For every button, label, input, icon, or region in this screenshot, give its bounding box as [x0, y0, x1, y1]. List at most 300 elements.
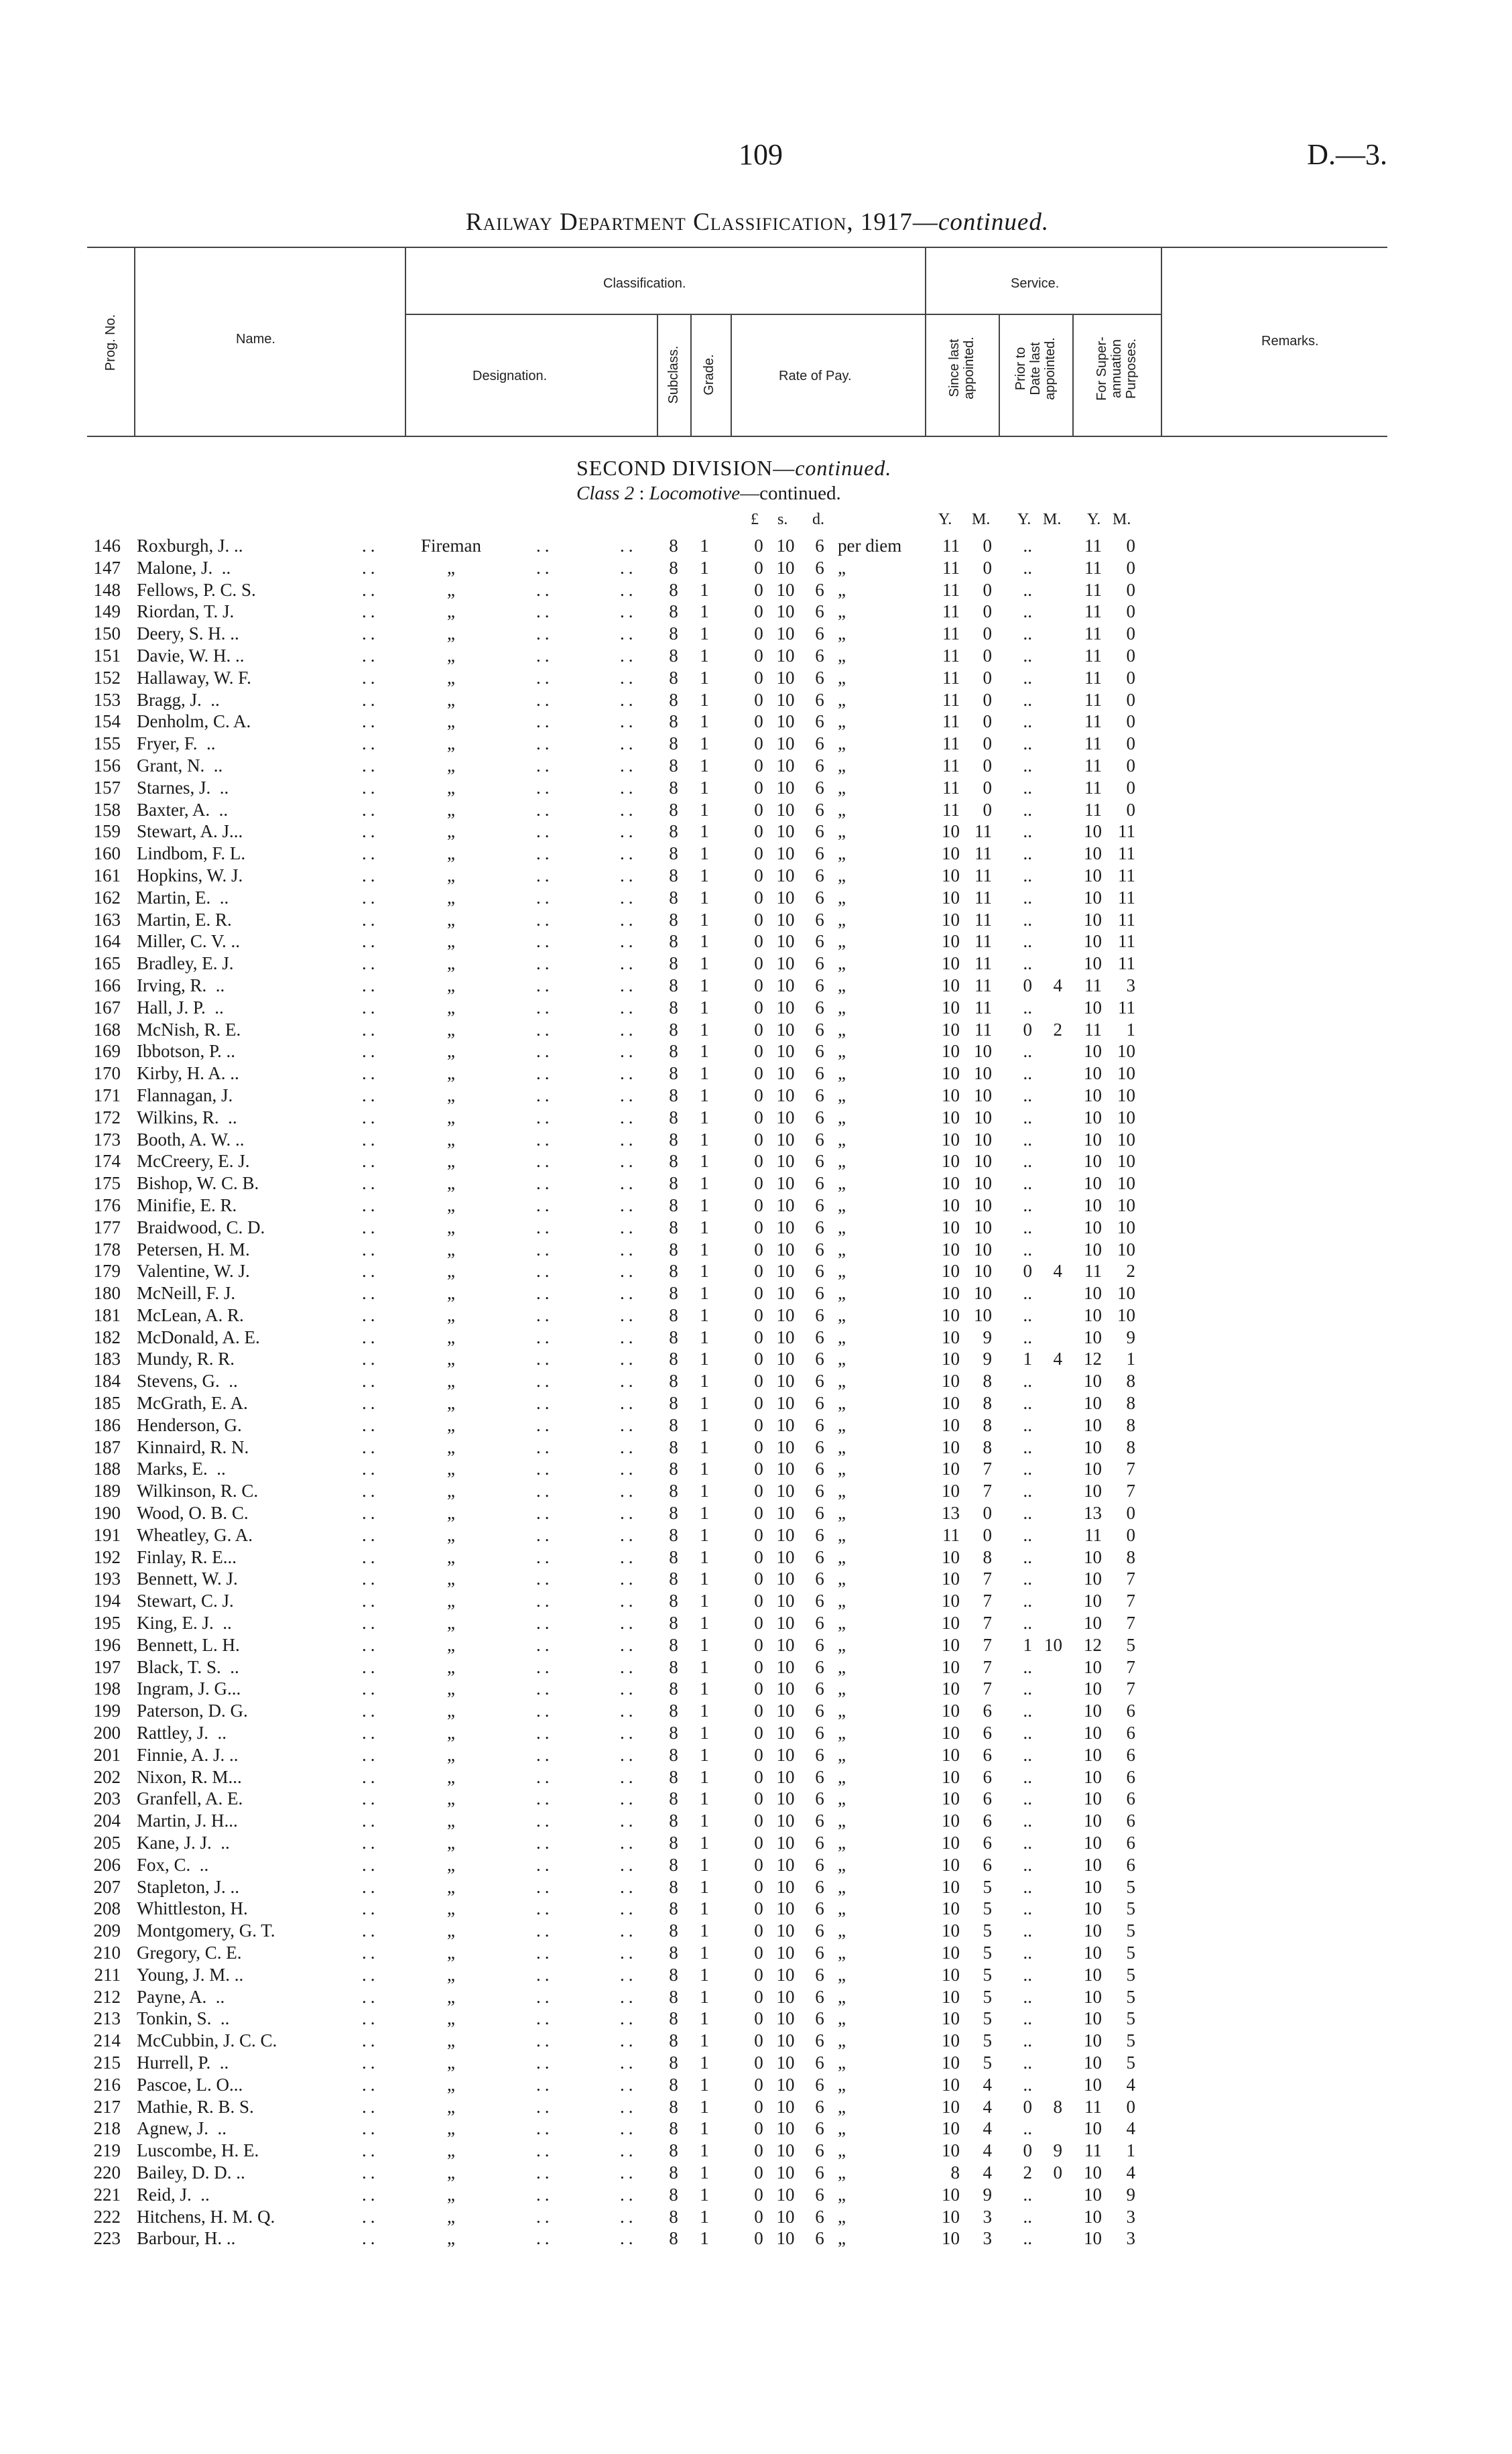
cell-leader-dots: ..: [536, 1063, 554, 1084]
cell-prior-years: ..: [1023, 623, 1032, 644]
cell-subclass: 8: [669, 2118, 678, 2139]
cell-since-months: 0: [983, 601, 992, 622]
cell-super-years: 10: [1084, 1569, 1102, 1589]
cell-leader-dots: ..: [620, 2074, 637, 2095]
cell-since-years: 10: [942, 2052, 960, 2073]
cell-grade: 1: [700, 755, 709, 776]
cell-since-months: 6: [983, 1833, 992, 1853]
cell-grade: 1: [700, 645, 709, 666]
cell-leader-dots: ..: [620, 1041, 637, 1062]
cell-subclass: 8: [669, 601, 678, 622]
cell-prior-months: 8: [1053, 2096, 1062, 2117]
cell-name: Gregory, C. E.: [137, 1943, 242, 1963]
cell-name: Stewart, C. J.: [137, 1591, 234, 1611]
cell-since-years: 10: [942, 887, 960, 908]
cell-subclass: 8: [669, 1107, 678, 1127]
cell-prog-no: 206: [93, 1854, 121, 1875]
cell-pay-shillings: 10: [776, 2096, 795, 2117]
cell-subclass: 8: [669, 799, 678, 820]
cell-super-months: 8: [1126, 1546, 1135, 1567]
cell-designation: „: [447, 1898, 455, 1919]
cell-leader-dots: ..: [362, 601, 379, 622]
cell-leader-dots: ..: [536, 601, 554, 622]
cell-grade: 1: [700, 1173, 709, 1194]
cell-super-years: 10: [1084, 2184, 1102, 2205]
class-subtitle: Class 2 : Locomotive—continued.: [576, 483, 841, 504]
cell-since-years: 10: [942, 1788, 960, 1809]
cell-pay-pounds: 0: [754, 711, 763, 732]
cell-prior-years: ..: [1023, 2118, 1032, 2139]
cell-pay-pence: 6: [815, 1986, 824, 2007]
cell-since-months: 7: [983, 1569, 992, 1589]
cell-grade: 1: [700, 909, 709, 930]
cell-prior-years: ..: [1023, 1239, 1032, 1260]
cell-designation: „: [447, 843, 455, 864]
col-header-name: Name.: [236, 332, 275, 347]
cell-prog-no: 149: [93, 601, 121, 622]
cell-pay-shillings: 10: [776, 1986, 795, 2007]
cell-leader-dots: ..: [362, 2052, 379, 2073]
cell-pay-unit: „: [838, 1788, 846, 1809]
cell-since-months: 11: [974, 1019, 992, 1040]
cell-super-years: 10: [1084, 1063, 1102, 1084]
cell-leader-dots: ..: [620, 953, 637, 974]
table-row: [0, 2030, 1512, 2052]
cell-since-months: 10: [974, 1194, 992, 1215]
cell-pay-unit: „: [838, 865, 846, 885]
cell-pay-pence: 6: [815, 1943, 824, 1963]
cell-prog-no: 191: [93, 1524, 121, 1545]
group-divider-rule: [405, 314, 1162, 315]
unit-super-year: Y.: [1087, 511, 1101, 528]
cell-super-years: 10: [1084, 1107, 1102, 1127]
cell-super-months: 0: [1126, 667, 1135, 688]
cell-subclass: 8: [669, 1811, 678, 1831]
cell-subclass: 8: [669, 843, 678, 864]
cell-subclass: 8: [669, 1678, 678, 1699]
table-row: [0, 1964, 1512, 1986]
cell-since-months: 5: [983, 2052, 992, 2073]
cell-designation: „: [447, 1964, 455, 1985]
cell-super-years: 10: [1084, 1436, 1102, 1457]
cell-leader-dots: ..: [362, 1085, 379, 1105]
cell-subclass: 8: [669, 1569, 678, 1589]
cell-leader-dots: ..: [536, 953, 554, 974]
cell-pay-unit: „: [838, 1766, 846, 1787]
cell-since-years: 10: [942, 1920, 960, 1941]
cell-name: Denholm, C. A.: [137, 711, 251, 732]
cell-leader-dots: ..: [536, 1920, 554, 1941]
cell-pay-pence: 6: [815, 1701, 824, 1721]
table-row: [0, 1392, 1512, 1414]
cell-designation: „: [447, 733, 455, 754]
cell-leader-dots: ..: [620, 1569, 637, 1589]
cell-super-months: 8: [1126, 1414, 1135, 1435]
cell-leader-dots: ..: [536, 1678, 554, 1699]
cell-prog-no: 152: [93, 667, 121, 688]
cell-grade: 1: [700, 1459, 709, 1479]
cell-designation: „: [447, 1546, 455, 1567]
cell-grade: 1: [700, 1591, 709, 1611]
cell-prog-no: 188: [93, 1459, 121, 1479]
cell-pay-unit: „: [838, 1019, 846, 1040]
cell-since-months: 6: [983, 1723, 992, 1743]
cell-leader-dots: ..: [536, 1546, 554, 1567]
cell-pay-pence: 6: [815, 1656, 824, 1677]
cell-subclass: 8: [669, 2228, 678, 2249]
cell-subclass: 8: [669, 931, 678, 952]
cell-grade: 1: [700, 1041, 709, 1062]
cell-pay-unit: „: [838, 579, 846, 600]
cell-prog-no: 220: [93, 2162, 121, 2183]
cell-prior-years: 0: [1023, 1019, 1032, 1040]
cell-since-months: 7: [983, 1481, 992, 1501]
cell-super-years: 11: [1084, 711, 1102, 732]
cell-pay-pence: 6: [815, 733, 824, 754]
cell-leader-dots: ..: [620, 1261, 637, 1282]
cell-subclass: 8: [669, 1063, 678, 1084]
cell-pay-pence: 6: [815, 865, 824, 885]
cell-designation: „: [447, 799, 455, 820]
cell-pay-shillings: 10: [776, 777, 795, 798]
table-row: [0, 1172, 1512, 1194]
col-header-grade: Grade.: [702, 354, 716, 395]
cell-designation: „: [447, 1524, 455, 1545]
cell-pay-unit: „: [838, 2030, 846, 2051]
cell-leader-dots: ..: [620, 1239, 637, 1260]
cell-pay-shillings: 10: [776, 821, 795, 842]
cell-pay-shillings: 10: [776, 667, 795, 688]
cell-prog-no: 159: [93, 821, 121, 842]
cell-pay-unit: „: [838, 1546, 846, 1567]
cell-since-months: 4: [983, 2162, 992, 2183]
cell-pay-unit: „: [838, 1436, 846, 1457]
cell-designation: „: [447, 1151, 455, 1172]
cell-leader-dots: ..: [536, 1569, 554, 1589]
cell-leader-dots: ..: [362, 733, 379, 754]
cell-grade: 1: [700, 1986, 709, 2007]
cell-subclass: 8: [669, 1766, 678, 1787]
cell-prior-years: ..: [1023, 1304, 1032, 1325]
cell-pay-pence: 6: [815, 1019, 824, 1040]
cell-since-years: 10: [942, 1436, 960, 1457]
cell-grade: 1: [700, 1085, 709, 1105]
cell-subclass: 8: [669, 1085, 678, 1105]
cell-pay-pounds: 0: [754, 733, 763, 754]
cell-name: Wheatley, G. A.: [137, 1524, 253, 1545]
cell-name: Ingram, J. G...: [137, 1678, 241, 1699]
table-row: [0, 1129, 1512, 1151]
cell-grade: 1: [700, 2118, 709, 2139]
cell-super-months: 9: [1126, 2184, 1135, 2205]
cell-super-years: 10: [1084, 1920, 1102, 1941]
cell-since-months: 0: [983, 755, 992, 776]
cell-leader-dots: ..: [362, 1744, 379, 1765]
cell-name: Luscombe, H. E.: [137, 2140, 259, 2161]
cell-pay-unit: „: [838, 1943, 846, 1963]
cell-super-months: 10: [1117, 1194, 1135, 1215]
cell-name: Stapleton, J. ..: [137, 1876, 239, 1897]
cell-name: Mundy, R. R.: [137, 1349, 235, 1369]
cell-pay-unit: „: [838, 1811, 846, 1831]
table-row: [0, 2140, 1512, 2162]
cell-since-years: 11: [942, 557, 960, 578]
cell-pay-shillings: 10: [776, 975, 795, 995]
cell-pay-pence: 6: [815, 1349, 824, 1369]
cell-name: Agnew, J. ..: [137, 2118, 227, 2139]
table-row: [0, 1656, 1512, 1678]
table-row: [0, 865, 1512, 887]
cell-designation: „: [447, 1943, 455, 1963]
cell-subclass: 8: [669, 953, 678, 974]
cell-super-years: 10: [1084, 843, 1102, 864]
cell-pay-pounds: 0: [754, 1546, 763, 1567]
cell-name: Ibbotson, P. ..: [137, 1041, 236, 1062]
cell-leader-dots: ..: [536, 777, 554, 798]
cell-super-months: 7: [1126, 1591, 1135, 1611]
cell-subclass: 8: [669, 1854, 678, 1875]
cell-since-years: 10: [942, 953, 960, 974]
cell-pay-unit: „: [838, 1151, 846, 1172]
cell-grade: 1: [700, 1833, 709, 1853]
cell-prog-no: 214: [93, 2030, 121, 2051]
cell-leader-dots: ..: [362, 1634, 379, 1655]
cell-leader-dots: ..: [362, 1503, 379, 1524]
cell-since-years: 10: [942, 975, 960, 995]
cell-prior-years: ..: [1023, 2008, 1032, 2029]
cell-pay-shillings: 10: [776, 843, 795, 864]
cell-grade: 1: [700, 536, 709, 556]
cell-super-months: 0: [1126, 1503, 1135, 1524]
cell-leader-dots: ..: [536, 579, 554, 600]
cell-grade: 1: [700, 1678, 709, 1699]
cell-super-months: 4: [1126, 2074, 1135, 2095]
cell-leader-dots: ..: [362, 1414, 379, 1435]
cell-name: Riordan, T. J.: [137, 601, 235, 622]
cell-prog-no: 194: [93, 1591, 121, 1611]
page-title: [335, 208, 1180, 237]
cell-grade: 1: [700, 1744, 709, 1765]
cell-name: McCubbin, J. C. C.: [137, 2030, 277, 2051]
cell-since-months: 4: [983, 2140, 992, 2161]
cell-grade: 1: [700, 1414, 709, 1435]
cell-since-months: 7: [983, 1613, 992, 1634]
cell-pay-unit: „: [838, 1349, 846, 1369]
cell-super-years: 10: [1084, 2008, 1102, 2029]
cell-pay-pounds: 0: [754, 2206, 763, 2227]
cell-grade: 1: [700, 557, 709, 578]
cell-leader-dots: ..: [536, 1019, 554, 1040]
cell-name: Nixon, R. M...: [137, 1766, 242, 1787]
cell-leader-dots: ..: [536, 2052, 554, 2073]
cell-leader-dots: ..: [536, 1151, 554, 1172]
cell-super-years: 10: [1084, 1811, 1102, 1831]
cell-prior-years: ..: [1023, 733, 1032, 754]
cell-super-months: 6: [1126, 1788, 1135, 1809]
cell-subclass: 8: [669, 536, 678, 556]
cell-designation: „: [447, 755, 455, 776]
cell-prog-no: 205: [93, 1833, 121, 1853]
cell-leader-dots: ..: [620, 1854, 637, 1875]
cell-since-years: 10: [942, 865, 960, 885]
cell-pay-pence: 6: [815, 1304, 824, 1325]
division-title-suffix: continued.: [795, 456, 892, 480]
cell-since-months: 0: [983, 799, 992, 820]
cell-leader-dots: ..: [536, 1503, 554, 1524]
cell-grade: 1: [700, 2206, 709, 2227]
cell-super-years: 10: [1084, 1701, 1102, 1721]
cell-pay-pence: 6: [815, 1833, 824, 1853]
cell-since-years: 11: [942, 799, 960, 820]
cell-leader-dots: ..: [362, 1898, 379, 1919]
cell-super-months: 8: [1126, 1436, 1135, 1457]
cell-name: Wilkins, R. ..: [137, 1107, 237, 1127]
cell-super-months: 11: [1118, 953, 1135, 974]
cell-pay-unit: „: [838, 1591, 846, 1611]
cell-prior-years: 0: [1023, 975, 1032, 995]
cell-pay-shillings: 10: [776, 1129, 795, 1150]
cell-leader-dots: ..: [536, 1239, 554, 1260]
cell-subclass: 8: [669, 1503, 678, 1524]
cell-pay-shillings: 10: [776, 1964, 795, 1985]
cell-leader-dots: ..: [620, 623, 637, 644]
cell-prior-years: ..: [1023, 1876, 1032, 1897]
cell-pay-unit: „: [838, 711, 846, 732]
cell-pay-shillings: 10: [776, 1085, 795, 1105]
cell-super-years: 11: [1084, 645, 1102, 666]
cell-name: Henderson, G.: [137, 1414, 242, 1435]
cell-super-years: 10: [1084, 1964, 1102, 1985]
cell-pay-pence: 6: [815, 1723, 824, 1743]
cell-super-months: 0: [1126, 536, 1135, 556]
cell-prior-years: ..: [1023, 1524, 1032, 1545]
cell-pay-unit: „: [838, 843, 846, 864]
table-row: [0, 1480, 1512, 1502]
cell-pay-pence: 6: [815, 1569, 824, 1589]
cell-since-months: 3: [983, 2206, 992, 2227]
cell-pay-shillings: 10: [776, 2184, 795, 2205]
cell-pay-pounds: 0: [754, 1634, 763, 1655]
cell-pay-unit: „: [838, 1503, 846, 1524]
cell-prog-no: 184: [93, 1371, 121, 1392]
cell-super-months: 0: [1126, 777, 1135, 798]
cell-grade: 1: [700, 1349, 709, 1369]
table-row: [0, 2206, 1512, 2228]
cell-grade: 1: [700, 1634, 709, 1655]
cell-since-months: 10: [974, 1063, 992, 1084]
division-title-text: SECOND DIVISION—: [576, 456, 796, 480]
cell-name: Mathie, R. B. S.: [137, 2096, 254, 2117]
cell-pay-pence: 6: [815, 1766, 824, 1787]
cell-leader-dots: ..: [536, 1701, 554, 1721]
cell-prior-years: ..: [1023, 2030, 1032, 2051]
cell-leader-dots: ..: [536, 1194, 554, 1215]
table-row: [0, 2162, 1512, 2184]
cell-pay-shillings: 10: [776, 1414, 795, 1435]
cell-super-months: 5: [1126, 1943, 1135, 1963]
cell-super-months: 10: [1117, 1151, 1135, 1172]
cell-prog-no: 183: [93, 1349, 121, 1369]
cell-pay-pence: 6: [815, 1744, 824, 1765]
cell-super-years: 11: [1084, 2140, 1102, 2161]
cell-designation: „: [447, 1876, 455, 1897]
cell-pay-pounds: 0: [754, 799, 763, 820]
cell-subclass: 8: [669, 1481, 678, 1501]
cell-leader-dots: ..: [362, 1524, 379, 1545]
cell-pay-pence: 6: [815, 2008, 824, 2029]
cell-subclass: 8: [669, 1943, 678, 1963]
cell-pay-pence: 6: [815, 2052, 824, 2073]
cell-leader-dots: ..: [362, 2096, 379, 2117]
cell-name: Kirby, H. A. ..: [137, 1063, 239, 1084]
cell-super-years: 11: [1084, 536, 1102, 556]
cell-since-years: 11: [942, 711, 960, 732]
cell-since-months: 10: [974, 1217, 992, 1237]
table-row: [0, 777, 1512, 799]
cell-prior-months: 0: [1053, 2162, 1062, 2183]
cell-subclass: 8: [669, 1656, 678, 1677]
cell-super-months: 6: [1126, 1833, 1135, 1853]
cell-pay-pence: 6: [815, 909, 824, 930]
cell-since-years: 10: [942, 2140, 960, 2161]
cell-since-months: 3: [983, 2228, 992, 2249]
cell-pay-pounds: 0: [754, 1964, 763, 1985]
cell-since-months: 11: [974, 909, 992, 930]
cell-subclass: 8: [669, 2096, 678, 2117]
cell-leader-dots: ..: [536, 1481, 554, 1501]
cell-designation: „: [447, 1920, 455, 1941]
cell-pay-unit: „: [838, 1173, 846, 1194]
cell-subclass: 8: [669, 1524, 678, 1545]
cell-subclass: 8: [669, 557, 678, 578]
cell-pay-shillings: 10: [776, 2052, 795, 2073]
cell-grade: 1: [700, 1964, 709, 1985]
cell-super-years: 11: [1084, 667, 1102, 688]
cell-since-months: 11: [974, 843, 992, 864]
cell-prior-years: ..: [1023, 1744, 1032, 1765]
table-row: [0, 2227, 1512, 2250]
cell-name: McNish, R. E.: [137, 1019, 241, 1040]
cell-super-months: 11: [1118, 865, 1135, 885]
cell-pay-shillings: 10: [776, 1459, 795, 1479]
cell-prior-years: ..: [1023, 1569, 1032, 1589]
cell-pay-shillings: 10: [776, 909, 795, 930]
cell-pay-pounds: 0: [754, 667, 763, 688]
cell-designation: „: [447, 1613, 455, 1634]
cell-grade: 1: [700, 1239, 709, 1260]
cell-subclass: 8: [669, 777, 678, 798]
cell-leader-dots: ..: [536, 1349, 554, 1369]
cell-since-years: 10: [942, 1634, 960, 1655]
cell-grade: 1: [700, 1063, 709, 1084]
cell-subclass: 8: [669, 1194, 678, 1215]
cell-super-months: 10: [1117, 1041, 1135, 1062]
cell-leader-dots: ..: [362, 777, 379, 798]
cell-designation: „: [447, 1744, 455, 1765]
cell-grade: 1: [700, 1811, 709, 1831]
cell-prog-no: 186: [93, 1414, 121, 1435]
cell-super-months: 10: [1117, 1063, 1135, 1084]
cell-pay-shillings: 10: [776, 579, 795, 600]
cell-since-months: 0: [983, 711, 992, 732]
cell-designation: „: [447, 931, 455, 952]
cell-name: Black, T. S. ..: [137, 1656, 239, 1677]
cell-pay-pounds: 0: [754, 1833, 763, 1853]
cell-grade: 1: [700, 1107, 709, 1127]
cell-grade: 1: [700, 623, 709, 644]
cell-prog-no: 146: [93, 536, 121, 556]
cell-name: McLean, A. R.: [137, 1304, 244, 1325]
